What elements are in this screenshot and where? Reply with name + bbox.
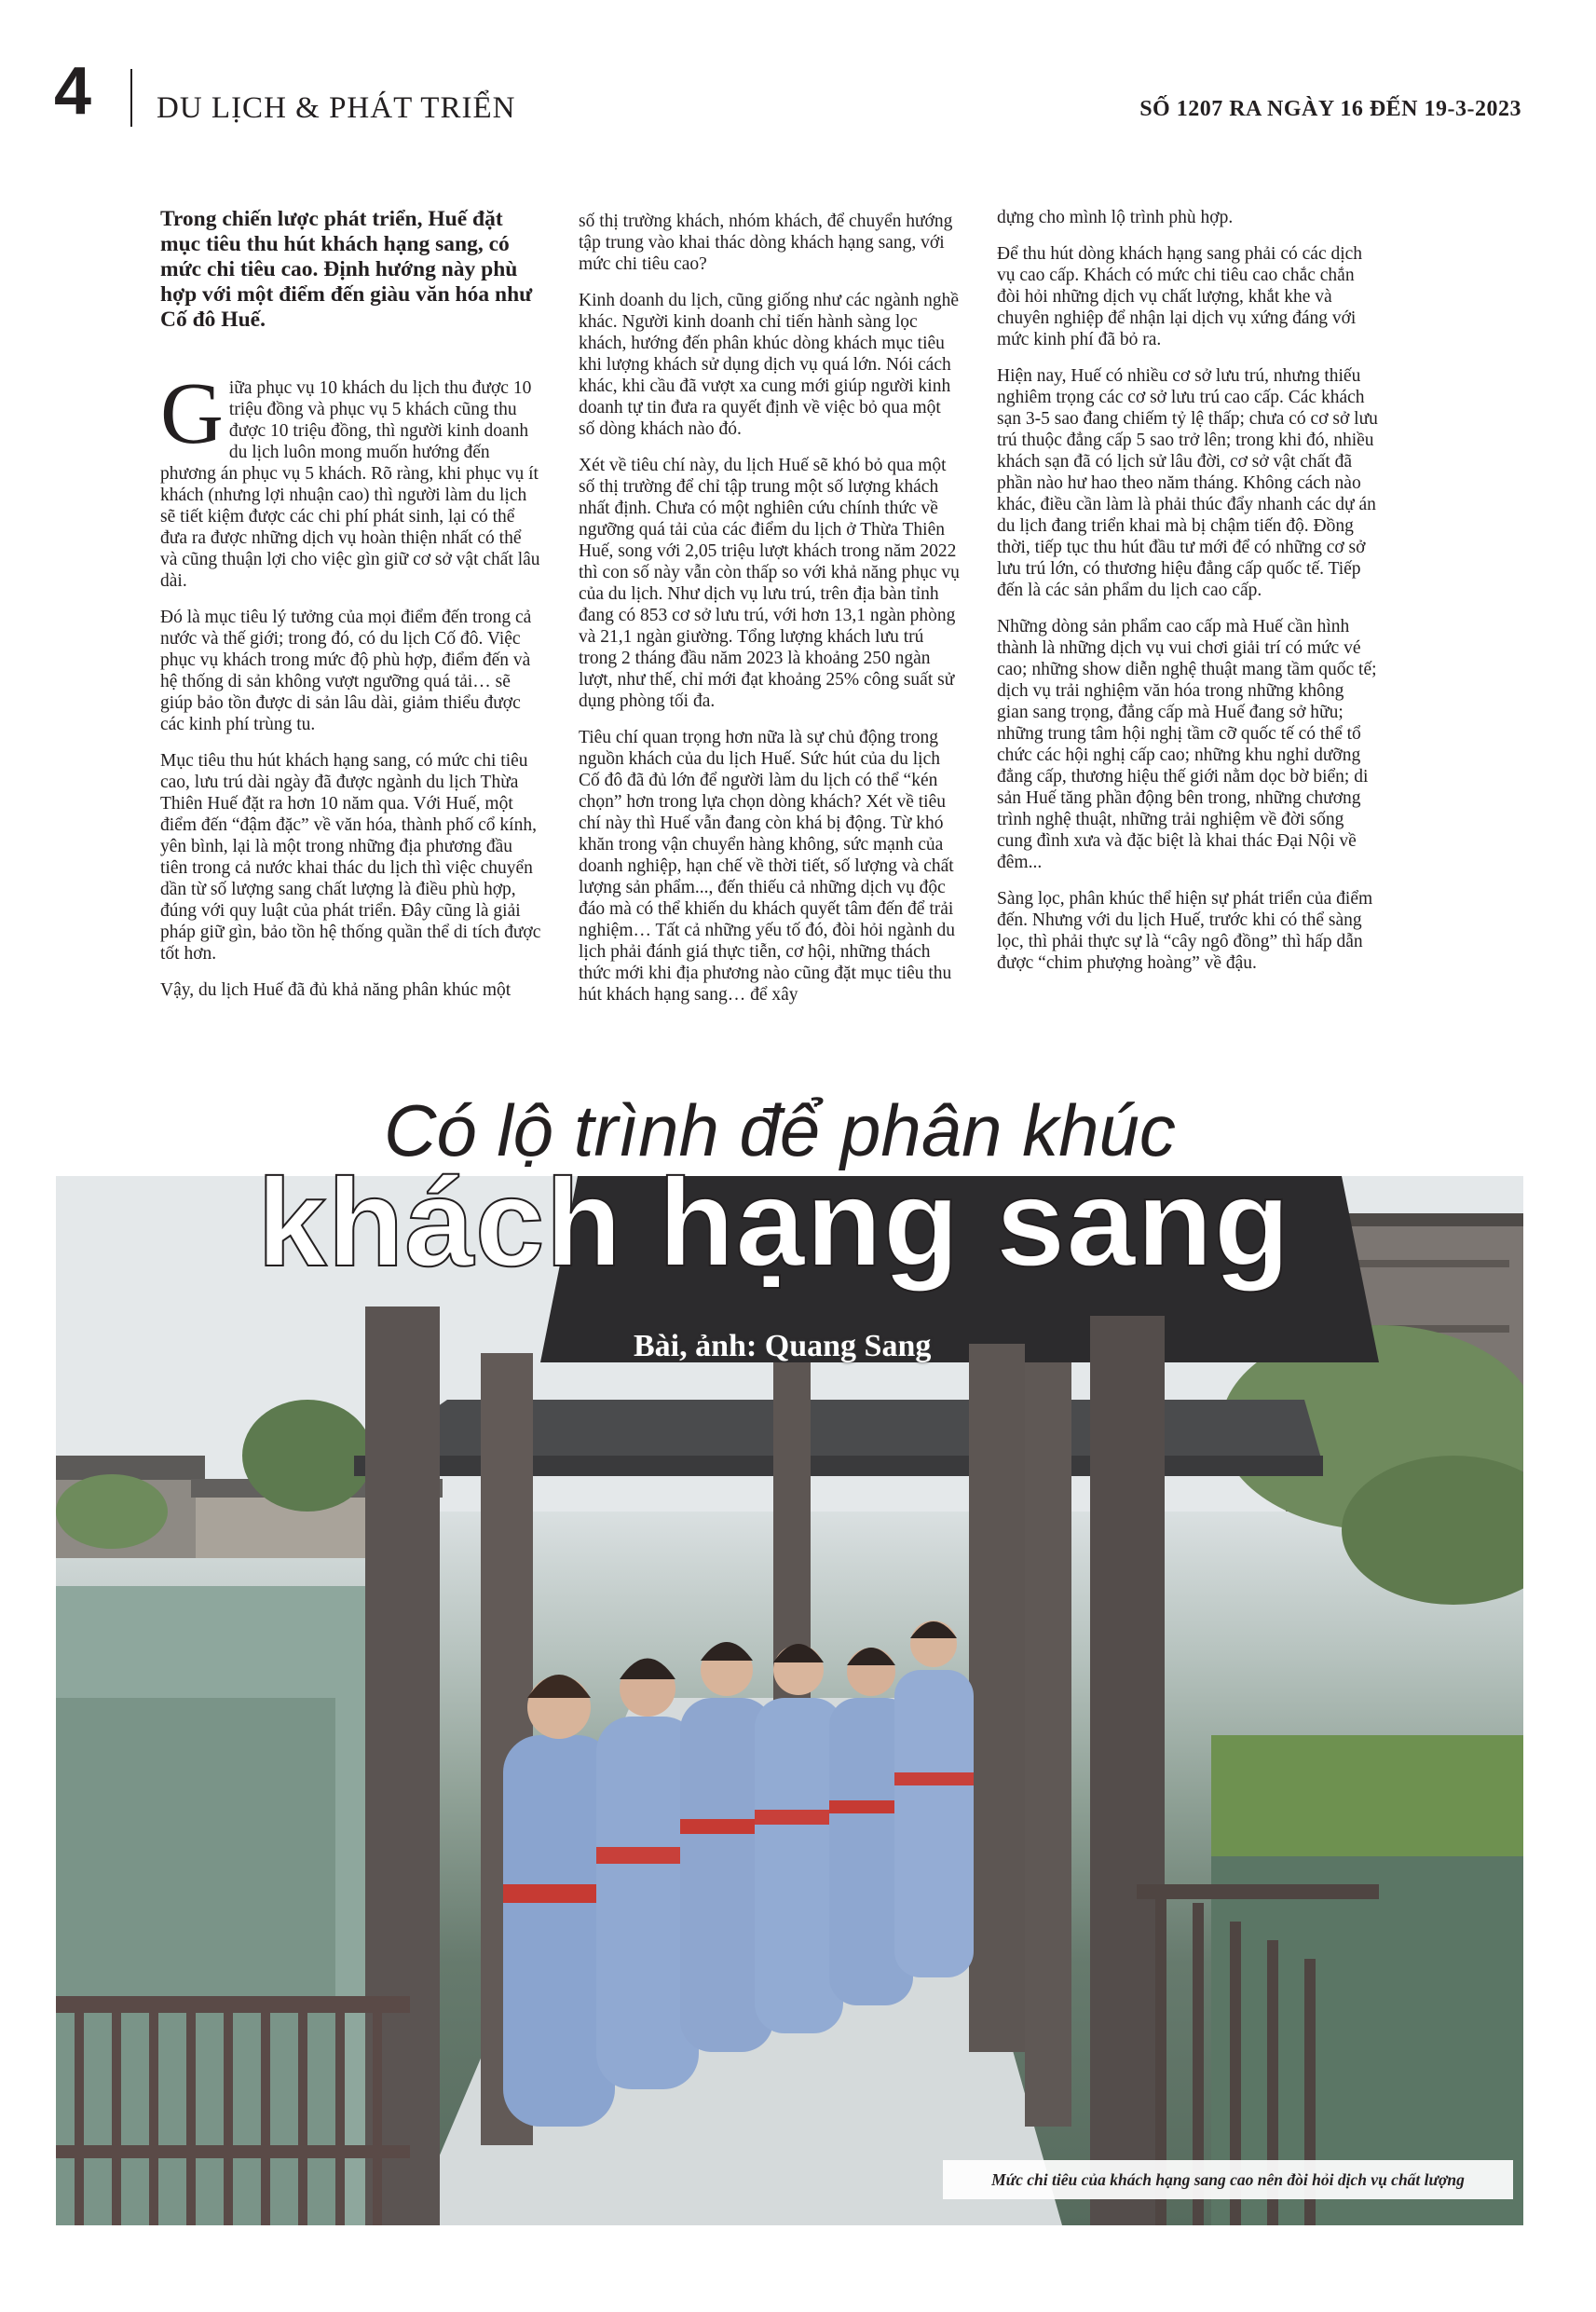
article-column-2	[579, 211, 961, 1020]
page-number: 4	[54, 54, 92, 129]
article-paragraph: dựng cho mình lộ trình phù hợp.	[997, 208, 1234, 227]
article-column-1	[160, 207, 542, 1016]
article-paragraph: Đó là mục tiêu lý tưởng của mọi điểm đến trong cả nước và thế giới; trong đó, có du lịch Cố đô. Việc phục vụ khách trong mức độ phù hợp, điểm đến và hệ thống di sản không vượt ngưỡng quá tải… sẽ giúp bảo tồn được di sản lâu dài, giảm thiểu được các kinh phí trùng tu.	[160, 608, 532, 734]
headline-line-2: khách hạng sang	[257, 1154, 1291, 1293]
article-lead: Trong chiến lược phát triển, Huế đặt mục tiêu thu hút khách hạng sang, có mức chi tiêu cao. Định hướng này phù hợp với một điểm đến giàu văn hóa như Cố đô Huế.	[160, 207, 533, 332]
article-paragraph: Sàng lọc, phân khúc thể hiện sự phát triển của điểm đến. Nhưng với du lịch Huế, trước khi có thể sàng lọc, thì phải thực sự là “cây ngô đồng” thì hấp dẫn được “chim phượng hoàng” về đậu.	[997, 889, 1373, 973]
photo-caption: Mức chi tiêu của khách hạng sang cao nên đòi hỏi dịch vụ chất lượng	[943, 2160, 1513, 2199]
article-paragraph: Mục tiêu thu hút khách hạng sang, có mức chi tiêu cao, lưu trú dài ngày đã được ngành du lịch Thừa Thiên Huế đặt ra hơn 10 năm qua. Với Huế, một điểm đến “đậm đặc” về văn hóa, thành phố cổ kính, yên bình, lại là một trong những địa phương đầu tiên trong cả nước khai thác du lịch thì việc chuyển dần từ số lượng sang chất lượng là điều phù hợp, đúng với quy luật của phát triển. Đây cũng là giải pháp giữ gìn, bảo tồn hệ thống quần thể di tích được tốt hơn.	[160, 751, 541, 964]
article-paragraph: Những dòng sản phẩm cao cấp mà Huế cần hình thành là những dịch vụ vui chơi giải trí có mức vé cao; những show diễn nghệ thuật mang tầm quốc tế; dịch vụ trải nghiệm văn hóa trong những không gian sang trọng, đẳng cấp mà Huế đang sở hữu; những trung tâm hội nghị tầm cỡ quốc tế có thể tổ chức các hội nghị cấp cao; những khu nghỉ dưỡng đẳng cấp, thương hiệu thế giới nằm dọc bờ biển; di sản Huế tăng phần động bên trong, những chương trình nghệ thuật, những trải nghiệm về đời sống cung đình xưa và đặc biệt là khai thác Đại Nội về đêm...	[997, 617, 1377, 872]
article-paragraph: Để thu hút dòng khách hạng sang phải có các dịch vụ cao cấp. Khách có mức chi tiêu cao chắc chắn đòi hỏi những dịch vụ chất lượng, khắt khe và chuyên nghiệp để nhận lại dịch vụ xứng đáng với mức kinh phí đã bỏ ra.	[997, 244, 1363, 349]
dropcap: G	[160, 365, 224, 462]
page-header	[0, 0, 1596, 140]
section-title: DU LỊCH & PHÁT TRIỂN	[157, 91, 516, 125]
header-divider	[130, 69, 132, 127]
byline: Bài, ảnh: Quang Sang	[634, 1329, 932, 1363]
article-paragraph: Hiện nay, Huế có nhiều cơ sở lưu trú, nhưng thiếu nghiêm trọng các cơ sở lưu trú cao cấp. Các khách sạn 3-5 sao đang chiếm tỷ lệ thấp; chưa có cơ sở lưu trú thuộc đẳng cấp 5 sao trở lên; trong khi đó, nhiều khách sạn đã có lịch sử lâu đời, cơ sở vật chất đã phần nào hư hao theo năm tháng. Không cách nào khác, điều cần làm là phải thúc đẩy nhanh các dự án du lịch đang triển khai mà bị chậm tiến độ. Đồng thời, tiếp tục thu hút đầu tư mới để có những cơ sở lưu trú lớn, có thương hiệu đẳng cấp quốc tế. Tiếp đến là các sản phẩm du lịch cao cấp.	[997, 366, 1378, 600]
headline-line-1: Có lộ trình để phân khúc	[384, 1089, 1176, 1171]
article-paragraph: Vậy, du lịch Huế đã đủ khả năng phân khúc một	[160, 980, 512, 1000]
article-paragraph: số thị trường khách, nhóm khách, để chuyển hướng tập trung vào khai thác dòng khách hạng sang, với mức chi tiêu cao?	[579, 212, 953, 274]
article-paragraph: Tiêu chí quan trọng hơn nữa là sự chủ động trong nguồn khách của du lịch Huế. Sức hút của du lịch Cố đô đã đủ lớn để người làm du lịch có thể “kén chọn” hơn trong lựa chọn dòng khách? Xét về tiêu chí này thì Huế vẫn đang còn khá bị động. Từ khó khăn trong vận chuyển hàng không, sức mạnh của doanh nghiệp, hạn chế về thời tiết, số lượng và chất lượng sản phẩm..., đến thiếu cả những dịch vụ độc đáo mà có thể khiến du khách quyết tâm đến để trải nghiệm… Tất cả những yếu tố đó, đòi hỏi ngành du lịch phải đánh giá thực tiễn, cơ hội, những thách thức mới khi địa phương nào cũng đặt mục tiêu thu hút khách hạng sang… để xây	[579, 728, 955, 1005]
article-paragraph: Giữa phục vụ 10 khách du lịch thu được 10 triệu đồng và phục vụ 5 khách cũng thu được 10 triệu đồng, thì người kinh doanh du lịch luôn mong muốn hướng đến phương án phục vụ 5 khách. Rõ ràng, khi phục vụ ít khách (nhưng lợi nhuận cao) thì người làm du lịch sẽ tiết kiệm được các chi phí phát sinh, lại có thể đưa ra được những dịch vụ hoàn thiện nhất có thể và cũng thuận lợi cho việc gìn giữ cơ sở vật chất lâu dài.	[160, 365, 540, 591]
issue-info: SỐ 1207 RA NGÀY 16 ĐẾN 19-3-2023	[1139, 97, 1521, 121]
article-column-3	[997, 207, 1379, 989]
article-paragraph: Xét về tiêu chí này, du lịch Huế sẽ khó bỏ qua một số thị trường để chỉ tập trung một số lượng khách nhất định. Chưa có một nghiên cứu chính thức về ngưỡng quá tải của các điểm du lịch ở Thừa Thiên Huế, song với 2,05 triệu lượt khách trong năm 2022 thì con số này vẫn còn thấp so với khả năng phục vụ của du lịch. Như dịch vụ lưu trú, trên địa bàn tỉnh đang có 853 cơ sở lưu trú, với hơn 13,1 ngàn phòng và 21,1 ngàn giường. Tổng lượng khách lưu trú trong 2 tháng đầu năm 2023 là khoảng 250 ngàn lượt, như thế, chỉ mới đạt khoảng 25% công suất sử dụng phòng tối đa.	[579, 456, 960, 711]
article-paragraph: Kinh doanh du lịch, cũng giống như các ngành nghề khác. Người kinh doanh chỉ tiến hành sàng lọc khách, hướng đến phân khúc dòng khách mục tiêu khi lượng khách sử dụng dịch vụ quá lớn. Nói cách khác, khi cầu đã vượt xa cung mới giúp người kinh doanh tự tin đưa ra quyết định về việc bỏ qua một số dòng khách nào đó.	[579, 291, 960, 439]
